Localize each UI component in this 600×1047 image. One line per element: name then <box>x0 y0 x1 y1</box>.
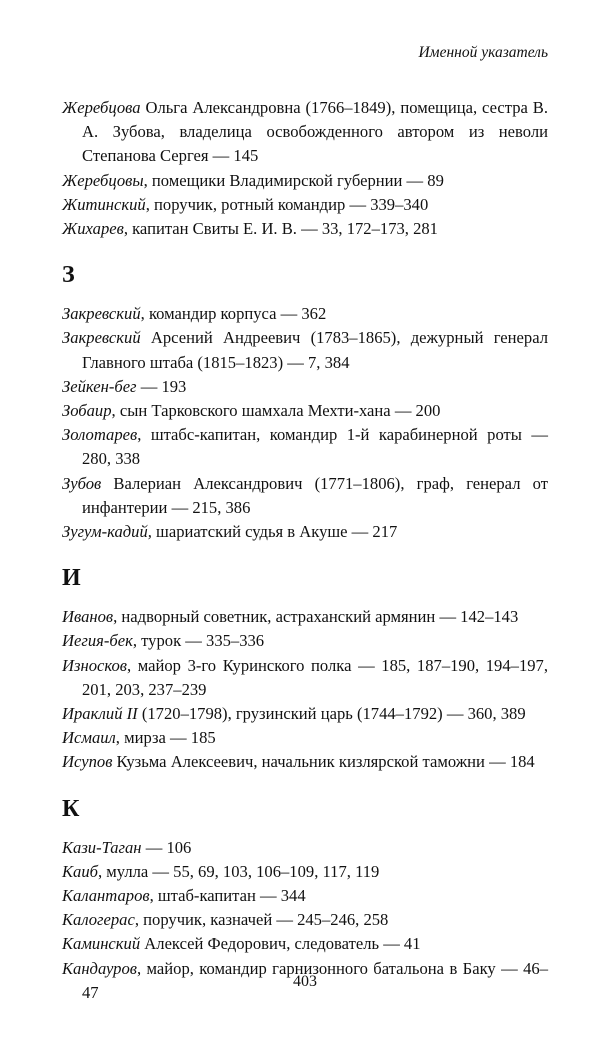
entry-name: Закревский <box>62 328 141 348</box>
entry-details: Кузьма Алексеевич, начальник кизлярской таможни — 184 <box>112 752 535 772</box>
entry-details: (1720–1798), грузинский царь (1744–1792) — 360, 389 <box>137 704 526 724</box>
index-section <box>62 261 548 544</box>
entry-name: Исупов <box>62 752 113 772</box>
entry-details: — 106 <box>141 837 192 857</box>
entry-name: Зейкен-бег <box>62 376 137 396</box>
entry-name: Закревский <box>62 304 141 324</box>
index-entry <box>62 629 548 653</box>
index-entry <box>62 472 548 520</box>
entry-details: , надворный советник, астраханский армянин — 142–143 <box>113 607 519 627</box>
entry-name: Зугум-кадий, <box>62 522 152 542</box>
entry-name: Золотарев <box>62 425 138 445</box>
entry-name: Зубов <box>62 473 102 493</box>
entry-details: , капитан Свиты Е. И. В. — 33, 172–173, 281 <box>123 219 438 239</box>
index-entry <box>62 726 548 750</box>
running-head: Именной указатель <box>418 44 548 61</box>
index-entry <box>62 750 548 774</box>
index-entry <box>62 169 548 193</box>
index-entry <box>62 654 548 702</box>
index-entry <box>62 884 548 908</box>
index-entry <box>62 836 548 860</box>
name-index <box>62 96 548 1017</box>
index-entry <box>62 326 548 374</box>
index-entry <box>62 423 548 471</box>
entry-name: Зобаир <box>62 401 112 421</box>
book-page <box>62 0 548 1047</box>
entry-details: , сын Тарковского шамхала Мехти-хана — 200 <box>111 401 441 421</box>
entry-name: Иегия-бек <box>62 631 133 651</box>
entry-details: Арсений Андреевич (1783–1865), дежурный генерал Главного штаба (1815–1823) — 7, 384 <box>82 328 548 372</box>
entry-name: Житинский <box>62 194 146 214</box>
index-entry <box>62 860 548 884</box>
index-entry <box>62 302 548 326</box>
entry-name: Ираклий II <box>62 704 138 724</box>
index-entry <box>62 908 548 932</box>
index-entry <box>62 375 548 399</box>
entry-details: , командир корпуса — 362 <box>140 304 327 324</box>
entry-details: , мулла — 55, 69, 103, 106–109, 117, 119 <box>97 861 380 881</box>
entry-name: Иванов <box>62 607 114 627</box>
index-entry <box>62 399 548 423</box>
entry-name: Калантаров <box>62 886 150 906</box>
entry-details: Валериан Александрович (1771–1806), граф, генерал от инфантерии — 215, 386 <box>82 473 548 517</box>
entry-name: Исмаил <box>62 728 116 748</box>
index-entry <box>62 96 548 169</box>
page-number: 403 <box>293 973 317 990</box>
entry-name: Каиб <box>62 861 98 881</box>
entry-details: , майор, командир гарнизонного батальона в Баку — 46–47 <box>82 958 548 1002</box>
entry-name: Калогерас <box>62 910 135 930</box>
index-entry <box>62 217 548 241</box>
entry-details: , турок — 335–336 <box>132 631 265 651</box>
entry-details: , помещики Владимирской губернии — 89 <box>143 170 444 190</box>
entry-details: — 193 <box>136 376 187 396</box>
entry-details: , мирза — 185 <box>115 728 216 748</box>
entry-details: , штабс-капитан, командир 1-й карабинерной роты — 280, 338 <box>82 425 548 469</box>
entry-name: Жеребцова <box>62 98 141 117</box>
section-letter: З <box>62 262 75 289</box>
index-entry <box>62 702 548 726</box>
entry-name: Кази-Таган <box>62 837 142 857</box>
entry-name: Износков <box>62 655 127 675</box>
index-entry <box>62 193 548 217</box>
section-letter: И <box>62 565 81 592</box>
index-entry <box>62 520 548 544</box>
index-section <box>62 96 548 241</box>
index-entry <box>62 932 548 956</box>
index-section <box>62 564 548 774</box>
entry-details: шариатский судья в Акуше — 217 <box>151 522 398 542</box>
entry-name: Жеребцовы <box>62 170 144 190</box>
index-entry <box>62 605 548 629</box>
entry-details: Ольга Александровна (1766–1849), помещица, сестра В. А. Зубова, владелица освобожденного автором из неволи Степанова Сергея — 145 <box>82 98 548 166</box>
entry-details: Алексей Федорович, следователь — 41 <box>140 934 421 954</box>
section-letter: К <box>62 795 80 822</box>
entry-details: , майор 3-го Куринского полка — 185, 187–190, 194–197, 201, 203, 237–239 <box>82 655 548 699</box>
entry-details: , штаб-капитан — 344 <box>149 886 306 906</box>
entry-name: Жихарев <box>62 219 124 239</box>
entry-name: Каминский <box>62 934 141 954</box>
entry-details: , поручик, ротный командир — 339–340 <box>145 194 429 214</box>
entry-details: , поручик, казначей — 245–246, 258 <box>134 910 389 930</box>
entry-name: Кандауров <box>62 958 137 978</box>
